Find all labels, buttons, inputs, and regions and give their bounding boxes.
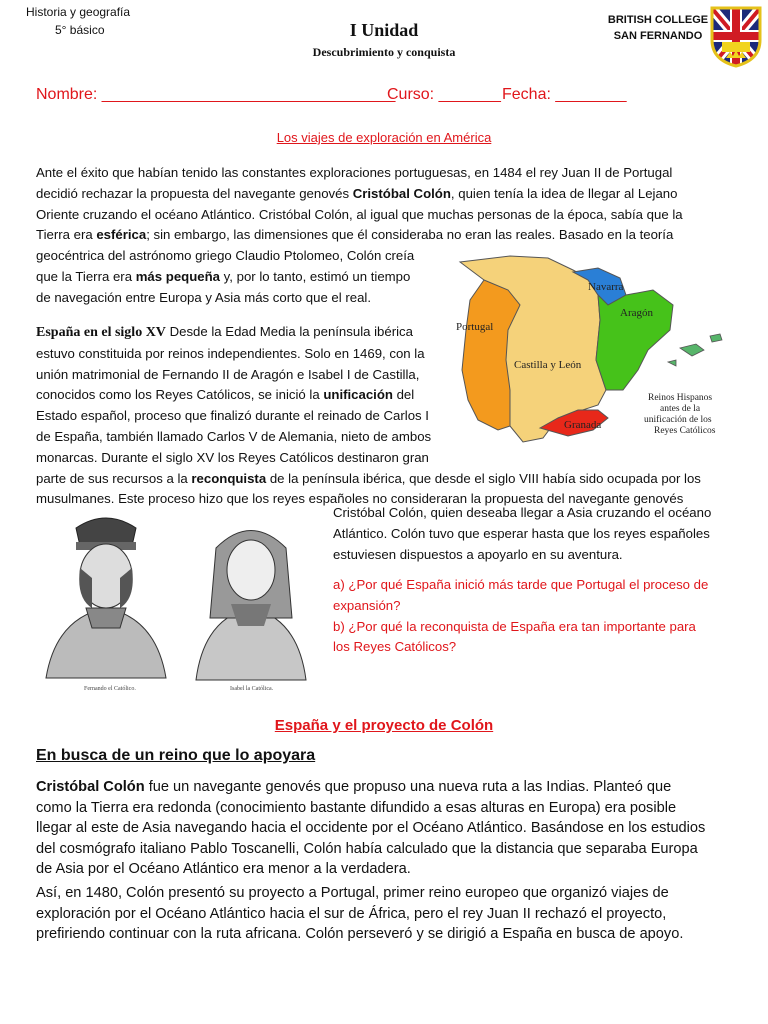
text-line: llegar al este de Asia navegando hacia el occidente por el Océano Atlántico. Basándose en los estudios (36, 820, 706, 836)
bold-term: Cristóbal Colón (352, 185, 451, 201)
iberian-kingdoms-map (448, 250, 732, 450)
section2-title: España y el proyecto de Colón (274, 717, 494, 734)
balearic-islands (668, 334, 722, 366)
question-b-cont: los Reyes Católicos? (333, 639, 457, 655)
text-line: , quien tenía la idea de llegar al Lejano (450, 185, 678, 201)
text-line: Estado español, proceso que finalizó durante el reinado de Carlos I (36, 408, 429, 424)
bold-term: Cristóbal Colón (36, 779, 145, 795)
colon-paragraph-1 (36, 777, 736, 880)
bold-term: unificación (323, 387, 393, 403)
text-line: estuviesen dispuestos a apoyarlo en su aventura. (333, 546, 623, 562)
subject-label: Historia y geografía (26, 5, 131, 19)
text-line: de España, también llamado Carlos V de Alemania, nieto de ambos (36, 428, 432, 444)
map-legend-line: Reinos Hispanos (648, 393, 713, 403)
text-line: exploración por el Océano Atlántico hacia el sur de África, pero el rey Juan II rechazó el proyecto, (36, 905, 667, 922)
text-line: Atlántico. Colón tuvo que esperar hasta que los reyes españoles (333, 525, 710, 541)
map-legend-line: antes de la (660, 404, 701, 414)
portrait-caption-left: Fernando el Católico. (84, 686, 136, 692)
text-line: geocéntrica del astrónomo griego Claudio Ptolomeo, Colón creía (36, 248, 415, 264)
map-label-aragon: Aragón (620, 307, 653, 319)
unit-title: I Unidad (349, 20, 419, 40)
portrait-fernando (46, 518, 166, 678)
text-line: del (392, 387, 415, 403)
text-line: musulmanes. Este proceso hizo que los reyes españoles no consideraran la propuesta del navegante genovés (36, 491, 684, 507)
map-legend (644, 393, 716, 436)
colon-paragraph-2 (36, 883, 736, 945)
map-legend-line: Reyes Católicos (654, 426, 716, 436)
date-field-label: Fecha: ________ (502, 86, 627, 103)
map-label-granada: Granada (564, 419, 602, 431)
text-line: decidió rechazar la propuesta del navegante genovés (36, 185, 353, 201)
school-crest-logo (710, 6, 762, 68)
text-line: Oriente cruzando el océano Atlántico. Cristóbal Colón, al igual que muchas personas de la época, sabía que la (36, 206, 683, 222)
text-line: como la Tierra era redonda (conocimiento bastante difundido a esas alturas en Europa) era posible (36, 799, 677, 816)
portrait-isabel (196, 531, 306, 681)
text-line: que la Tierra era (36, 268, 136, 284)
text-line: conocidos como los Reyes Católicos, se inició la (36, 387, 324, 403)
text-line: y, por lo tanto, estimó un tiempo (220, 268, 411, 284)
text-line: parte de sus recursos a la (36, 470, 192, 486)
map-label-navarra: Navarra (588, 281, 624, 293)
text-line: Así, en 1480, Colón presentó su proyecto a Portugal, primer reino europeo que organizó viajes de (36, 885, 669, 901)
aragon-region (596, 290, 673, 390)
spain-paragraph-continued (333, 503, 753, 565)
text-line: de Asia por el Océano Atlántico era menor a la verdadera. (36, 861, 411, 877)
text-line: unión matrimonial de Fernando II de Aragón e Isabel I de Castilla, (36, 366, 420, 382)
portrait-caption-right: Isabel la Católica. (230, 686, 274, 692)
text-line: Tierra era (36, 227, 97, 243)
question-a-cont: expansión? (333, 597, 401, 613)
text-line: Desde la Edad Media la península ibérica (165, 324, 413, 339)
school-name-line1: BRITISH COLLEGE (607, 14, 709, 26)
bold-term: esférica (96, 227, 147, 243)
text-line: de navegación entre Europa y Asia más corto que el real. (36, 289, 372, 305)
map-label-portugal: Portugal (456, 321, 494, 333)
unit-subtitle: Descubrimiento y conquista (312, 45, 456, 59)
text-line: estuvo constituida por reinos independientes. Solo en 1469, con la (36, 345, 425, 361)
questions-block (333, 575, 753, 658)
section1-title: Los viajes de exploración en América (276, 130, 492, 145)
grade-label: 5° básico (55, 23, 105, 37)
section2-subtitle: En busca de un reino que lo apoyara (36, 747, 316, 764)
bold-term: más pequeña (135, 268, 220, 284)
question-a: a) ¿Por qué España inició más tarde que Portugal el proceso de (333, 577, 709, 592)
bold-term: reconquista (191, 470, 267, 486)
question-b: b) ¿Por qué la reconquista de España era tan importante para (333, 618, 696, 634)
text-line: de la península ibérica, que desde el siglo VIII había sido ocupada por los (266, 470, 701, 486)
text-line: Cristóbal Colón, quien deseaba llegar a Asia cruzando el océano (333, 505, 712, 520)
spain-heading: España en el siglo XV (36, 325, 166, 340)
map-legend-line: unificación de los (644, 415, 712, 425)
school-name-line2: SAN FERNANDO (613, 30, 703, 42)
name-field-label: Nombre: _________________________________ (36, 86, 396, 103)
course-field-label: Curso: _______ (387, 86, 501, 103)
text-line: prefiriendo continuar con la ruta africana. Colón perseveró y se dirigió a España en busca de apoyo. (36, 926, 684, 942)
portraits-image (36, 508, 326, 696)
text-line: monarcas. Durante el siglo XV los Reyes Católicos destinaron gran (36, 449, 429, 465)
text-line: fue un navegante genovés que propuso una nueva ruta a las Indias. Planteó que (144, 779, 672, 795)
text-line: ; sin embargo, las dimensiones que él consideraba no eran las reales. Basado en la teoría (146, 227, 674, 243)
union-jack-shield-icon (710, 6, 762, 68)
text-line: Ante el éxito que habían tenido las constantes exploraciones portuguesas, en 1484 el rey Juan II de Portugal (36, 165, 673, 180)
text-line: del cosmógrafo italiano Pablo Toscanelli, Colón había calculado que la distancia que separaba Europa (36, 840, 698, 857)
school-name (598, 12, 718, 44)
map-label-castilla: Castilla y León (514, 359, 582, 371)
